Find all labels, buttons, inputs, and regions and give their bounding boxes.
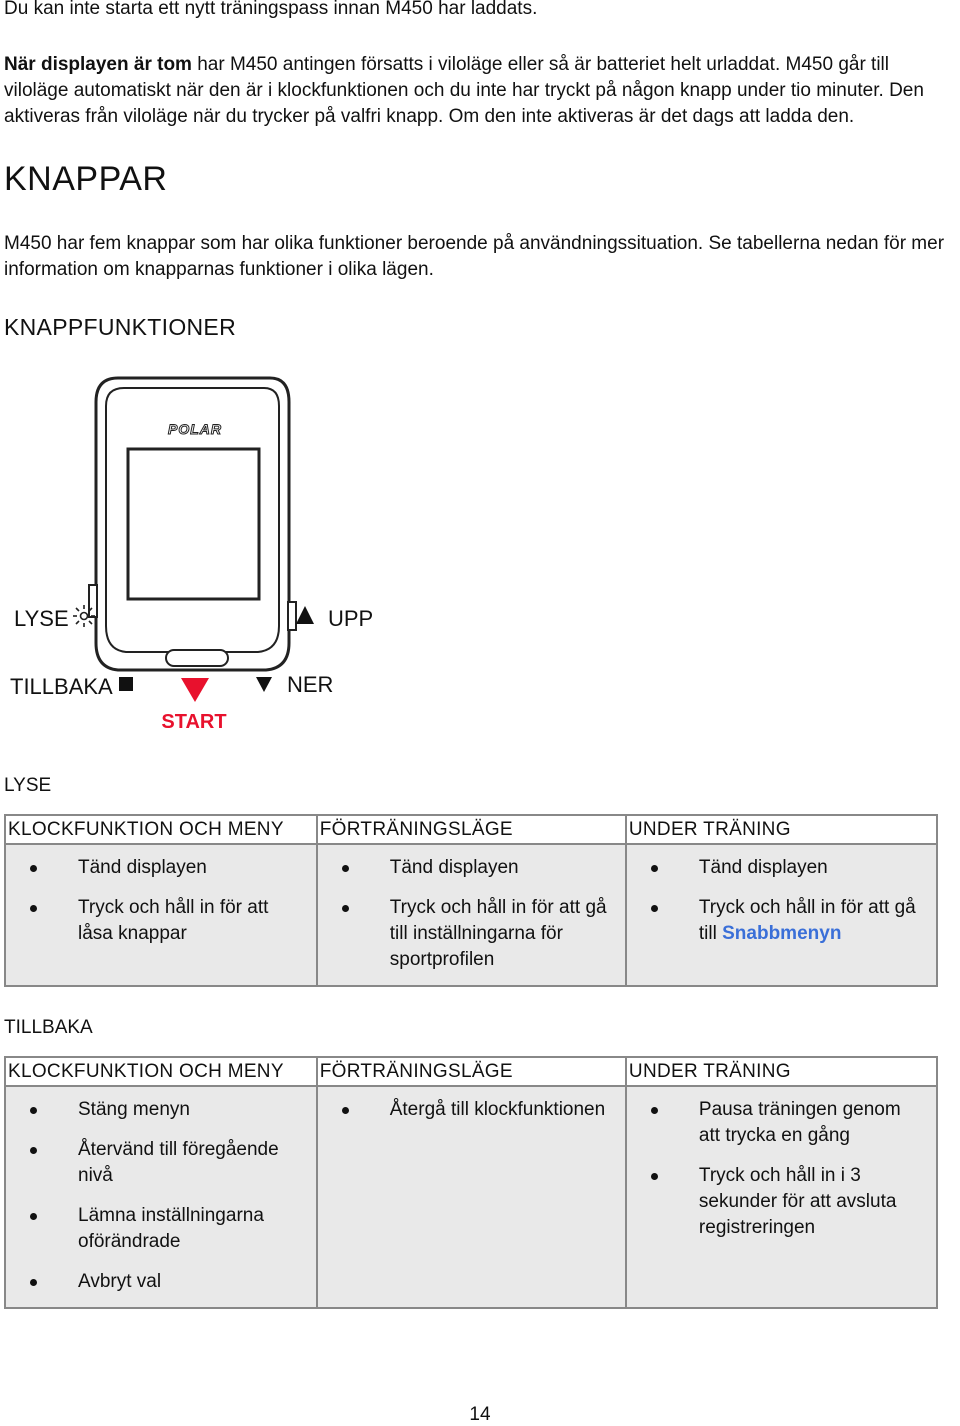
device-illustration [0,360,420,750]
list-item-text: Tryck och håll in för att gå till [698,897,916,944]
label-start: START [161,711,227,733]
table-header-row [5,1057,937,1086]
list-item: Återgå till klockfunktionen [328,1097,615,1123]
intro-paragraph [4,52,956,130]
table-cell [317,844,626,986]
label-upp: UPP [328,606,374,631]
back-square-icon [119,677,133,691]
section-heading-knappfunktioner: KNAPPFUNKTIONER [4,314,236,340]
table-cell [626,844,937,986]
table-cell [626,1086,937,1308]
polar-logo: POLAR [168,421,222,437]
list-item: Tänd displayen [328,855,615,881]
list-item: Tänd displayen [16,855,306,881]
table-title-lyse: LYSE [4,775,52,796]
column-header: FÖRTRÄNINGSLÄGE [317,815,626,844]
section-heading-knappar: KNAPPAR [4,160,168,198]
table-row [5,844,937,986]
sun-icon [73,605,95,627]
list-item: Pausa träningen genom att trycka en gång [637,1097,926,1149]
table-cell [5,1086,317,1308]
down-triangle-icon [256,677,272,692]
list-item: Återvänd till föregående nivå [16,1137,306,1189]
list-item: Avbryt val [16,1269,306,1295]
list-item: Tänd displayen [637,855,926,881]
up-triangle-icon [296,606,314,624]
column-header: KLOCKFUNKTION OCH MENY [5,815,317,844]
table-row [5,1086,937,1308]
side-button-right [288,602,296,630]
list-item: Lämna inställningarna oförändrade [16,1203,306,1255]
label-tillbaka: TILLBAKA [10,674,113,699]
start-triangle-icon [181,678,209,702]
column-header: KLOCKFUNKTION OCH MENY [5,1057,317,1086]
label-lyse: LYSE [14,606,69,631]
list-item: Stäng menyn [16,1097,306,1123]
table-cell [5,844,317,986]
intro-bold-lead: När displayen är tom [4,54,192,75]
list-item [637,895,926,947]
list-item: Tryck och håll in för att låsa knappar [16,895,306,947]
intro-line: Du kan inte starta ett nytt träningspass innan M450 har laddats. [4,0,538,19]
column-header: UNDER TRÄNING [626,815,937,844]
side-button-left [89,585,97,617]
list-item: Tryck och håll in för att gå till inställningarna för sportprofilen [328,895,615,973]
knappar-description: M450 har fem knappar som har olika funktioner beroende på användningssituation. Se tabellerna nedan för mer information om knapparnas funktioner i olika lägen. [4,233,945,280]
tillbaka-table [4,1056,938,1309]
list-item: Tryck och håll in i 3 sekunder för att avsluta registreringen [637,1163,926,1241]
intro-paragraph-text: har M450 antingen försatts i viloläge eller så är batteriet helt urladdat. M450 går till viloläge automatiskt när den är i klockfunktionen och du inte har tryckt på någon knapp under tio minuter. Den aktiveras från viloläge när du trycker på valfri knapp. Om den inte aktiveras är det dags att ladda den. [4,54,924,127]
table-header-row [5,815,937,844]
table-cell [317,1086,626,1308]
device-screen [128,449,259,599]
column-header: FÖRTRÄNINGSLÄGE [317,1057,626,1086]
lyse-table [4,814,938,987]
snabbmenyn-link[interactable]: Snabbmenyn [722,923,842,944]
table-title-tillbaka: TILLBAKA [4,1017,93,1038]
bottom-button [166,650,228,666]
label-ner: NER [287,672,334,697]
column-header: UNDER TRÄNING [626,1057,937,1086]
page-number: 14 [469,1404,491,1425]
